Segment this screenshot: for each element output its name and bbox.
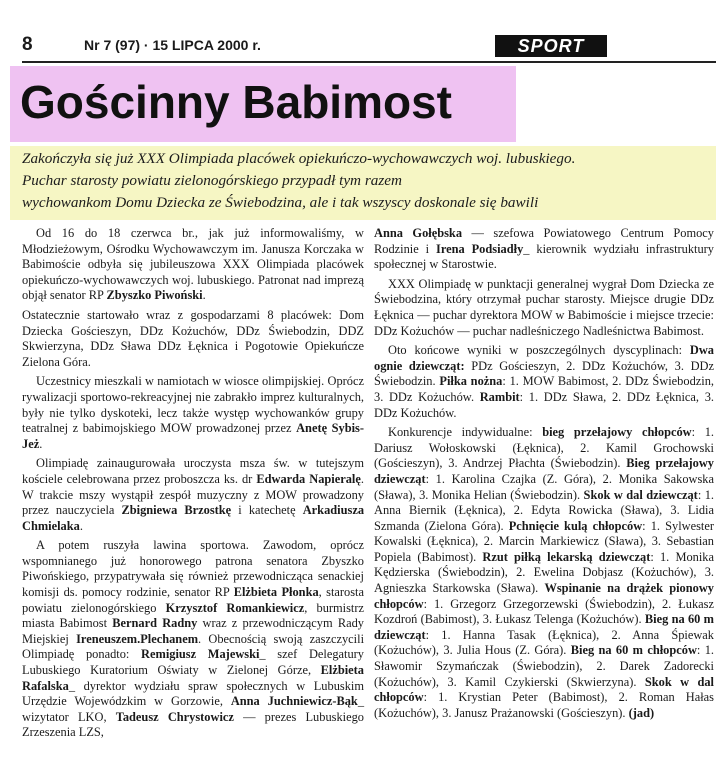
bold-text-run: bieg przełajowy chłopców bbox=[542, 425, 692, 440]
bold-text-run: Edwarda Napieralę bbox=[256, 471, 361, 486]
left-column bbox=[22, 226, 364, 745]
text-run: XXX Olimpiadę w punktacji generalnej wygrał Dom Dziecka ze Świebodzina, który otrzymał puchar starosty. Miejsce drugie DDz Łęknica — puchar dyrektora MOW w Babimoście i miejsce trzecie: DDz Kożuchów — puchar nadleśniczego Nadleśnictwa Babimost. bbox=[374, 276, 714, 338]
header-rule bbox=[22, 61, 716, 63]
paragraph bbox=[374, 343, 714, 421]
text-run: Olimpiadę zainaugurowała uroczysta msza św. w tutejszym kościele celebrowana przez proboszcza ks. dr bbox=[22, 456, 364, 486]
text-run: : 1. Monika Kędzierska (Świebodzin), 2. Ewelina Dobjasz (Kożuchów), 3. Agnieszka Starkowska (Sława). bbox=[374, 549, 714, 596]
text-run: : 1. Sylwester Kowalski (Łęknica), 2. Marcin Markiewicz (Sława), 3. Sebastian Popiela (Babimost). bbox=[374, 518, 714, 564]
section-badge: SPORT bbox=[495, 35, 607, 57]
text-run: : 1. Sławomir Szymańczak (Świebodzin), 2. Darek Zadorecki (Kożuchów), 3. Kamil Czykierski (Skwierzyna). bbox=[374, 643, 714, 689]
right-column bbox=[374, 226, 714, 725]
text-run: : 1. Hanna Tasak (Łęknica), 2. Anna Śpiewak (Kożuchów), 3. Julia Hous (Z. Góra). bbox=[374, 627, 714, 658]
page-header bbox=[22, 34, 712, 60]
paragraph bbox=[22, 374, 364, 452]
text-run: . W trakcie mszy wystąpił zespół muzyczny z MOW prowadzony przez nauczyciela bbox=[22, 471, 364, 518]
lead-line: Puchar starosty powiatu zielonogórskiego przypadł tym razem bbox=[22, 172, 402, 189]
paragraph bbox=[22, 538, 364, 741]
bold-text-run: Pchnięcie kulą chłopców bbox=[508, 518, 643, 533]
paragraph bbox=[374, 226, 714, 273]
text-run: Od 16 do 18 czerwca br., jak już informowaliśmy, w Młodzieżowym, Ośrodku Wychowawczym im. Janusza Korczaka w Babimoście odbyła się jubileuszowa XXX Olimpiada placówek opiekuńczo-wychowawczych woj. lubuskiego. Patronat nad imprezą objął senator RP bbox=[22, 226, 364, 303]
bold-text-run: Anna Juchniewicz-Bąk bbox=[230, 694, 358, 709]
bold-text-run: Krzysztof Romankiewicz bbox=[165, 600, 305, 615]
text-run: A potem ruszyła lawina sportowa. Zawodom, oprócz wspomnianego już honorowego patrona senatora Zbyszko Piwońskiego, przypatrywała się również przewodnicząca senackiej komisji ds. pomocy rodzinie, senator RP bbox=[22, 538, 364, 600]
paragraph bbox=[374, 277, 714, 339]
bold-text-run: Skok w dal dziewcząt bbox=[583, 487, 698, 502]
bold-text-run: Anna Gołębska bbox=[374, 226, 463, 240]
bold-text-run: Rambit bbox=[479, 389, 520, 404]
paragraph bbox=[22, 226, 364, 304]
bold-text-run: Zbyszko Piwoński bbox=[106, 288, 203, 303]
text-run: , starosta powiatu zielonogórskiego bbox=[22, 585, 364, 615]
text-run: i katechetę bbox=[231, 503, 303, 518]
text-run: wraz z przewodniczącym Rady Miejskiej bbox=[22, 616, 364, 646]
bold-text-run: Dwa ognie dziewcząt: bbox=[374, 343, 714, 373]
bold-text-run: Irena Podsiadły bbox=[436, 241, 524, 256]
bold-text-run: Arkadiusza Chmielaka bbox=[22, 503, 365, 533]
text-run: PDz Gościeszyn, 2. DDz Kożuchów, 3. DDz Świebodzin. bbox=[374, 358, 714, 389]
text-run: : 1. Anna Biernik (Łęknica), 2. Edyta Rowicka (Sława), 3. Lidia Szmanda (Zielona Góra). bbox=[374, 487, 714, 533]
text-run: , burmistrz miasta Babimost bbox=[22, 600, 364, 631]
bold-text-run: Ireneuszem.Plechanem bbox=[76, 631, 199, 646]
bold-text-run: Skok w dal chłopców bbox=[374, 674, 714, 705]
bold-text-run: (jad) bbox=[628, 705, 655, 720]
text-run: — szefowa Powiatowego Centrum Pomocy Rodzinie i bbox=[374, 226, 714, 256]
lead-line: wychowankom Domu Dziecka ze Świebodzina, ale i tak wszyscy doskonale się bawili bbox=[22, 194, 539, 211]
text-run: _ szef Delegatury Lubuskiego Kuratorium Oświaty w Zielonej Górze, bbox=[22, 647, 364, 678]
lead-line: Zakończyła się już XXX Olimpiada placówek opiekuńczo-wychowawczych woj. lubuskiego. bbox=[22, 150, 576, 167]
text-run: Oto końcowe wyniki w poszczególnych dyscyplinach: bbox=[388, 343, 690, 358]
text-run: _ wizytator LKO, bbox=[22, 694, 365, 724]
text-run: : 1. DDz Sława, 2. DDz Łęknica, 3. DDz Kożuchów. bbox=[374, 389, 714, 420]
bold-text-run: Bieg przełajowy dziewcząt bbox=[374, 456, 714, 486]
text-run: : 1. Grzegorz Grzegorzewski (Świebodzin), 2. Łukasz Kozdroń (Babimost), 3. Łukasz Telenga (Kożuchów). bbox=[374, 596, 714, 627]
paragraph bbox=[22, 456, 364, 534]
bold-text-run: Wspinanie na drążek pionowy chłopców bbox=[374, 581, 714, 611]
text-run: Ostatecznie startowało wraz z gospodarzami 8 placówek: Dom Dziecka Gościeszyn, DDz Kożuchów, DDz Świebodzin, DDZ Skwierzyna, DDz Sława DDz Łęknica i Pogotowie Opiekuńcze Zielona Góra. bbox=[22, 307, 364, 369]
bold-text-run: Bieg na 60 m dziewcząt bbox=[374, 612, 714, 642]
paragraph bbox=[374, 425, 714, 721]
bold-text-run: Elżbieta Rafalska bbox=[22, 663, 364, 693]
article-headline: Gościnny Babimost bbox=[20, 76, 452, 128]
paragraph bbox=[22, 308, 364, 370]
text-run: . bbox=[39, 436, 43, 451]
text-run: : 1. MOW Babimost, 2. DDz Świebodzin, 3. DDz Kożuchów. bbox=[374, 374, 715, 404]
bold-text-run: Elżbieta Płonka bbox=[233, 585, 319, 600]
text-run: : 1. Dariusz Wołoskowski (Łęknica), 2. Kamil Grochowski (Gościeszyn), 3. Andrzej Płachta (Świebodzin). bbox=[374, 425, 715, 471]
bold-text-run: Rzut piłką lekarską dziewcząt bbox=[482, 549, 651, 564]
bold-text-run: Bernard Radny bbox=[112, 616, 198, 631]
issue-info: Nr 7 (97) · 15 LIPCA 2000 r. bbox=[84, 37, 261, 53]
text-run: Uczestnicy mieszkali w namiotach w wiosce olimpijskiej. Oprócz rywalizacji sportowo-rekreacyjnej nie zabrakło imprez kulturalnych, były nie tylko dyskoteki, lecz także występ wychowanków grupy teatralnej z babimojskiego MOW prowadzonej przez bbox=[22, 374, 364, 436]
bold-text-run: Zbigniewa Brzostkę bbox=[121, 503, 232, 518]
text-run: . bbox=[79, 518, 83, 533]
bold-text-run: Bieg na 60 m chłopców bbox=[570, 643, 697, 658]
article-body bbox=[22, 226, 714, 758]
page-number: 8 bbox=[22, 34, 33, 55]
text-run: : 1. Karolina Czajka (Z. Góra), 2. Monika Sakowska (Sława), 3. Monika Helian (Świebodzin). bbox=[374, 471, 714, 502]
text-run: _ kierownik wydziału infrastruktury społecznej w Starostwie. bbox=[374, 241, 714, 272]
text-run: Konkurencje indywidualne: bbox=[388, 425, 543, 440]
bold-text-run: Piłka nożna bbox=[439, 374, 503, 389]
text-run: _ dyrektor wydziału spraw społecznych w Lubuskim Urzędzie Wojewódzkim w Gorzowie, bbox=[22, 678, 364, 709]
article-lead bbox=[22, 148, 710, 214]
text-run: : 1. Krystian Peter (Babimost), 2. Roman Hałas (Kożuchów), 3. Janusz Prażanowski (Gościeszyn). bbox=[374, 690, 714, 720]
text-run: — prezes Lubuskiego Zrzeszenia LZS, bbox=[22, 709, 364, 740]
text-run: . bbox=[202, 288, 206, 303]
bold-text-run: Tadeusz Chrystowicz bbox=[115, 709, 234, 724]
bold-text-run: Remigiusz Majewski bbox=[141, 647, 260, 662]
text-run: . Obecnością swoją zaszczycili Olimpiadę ponadto: bbox=[22, 631, 365, 662]
bold-text-run: Anetę Sybis-Jeż bbox=[22, 421, 364, 451]
